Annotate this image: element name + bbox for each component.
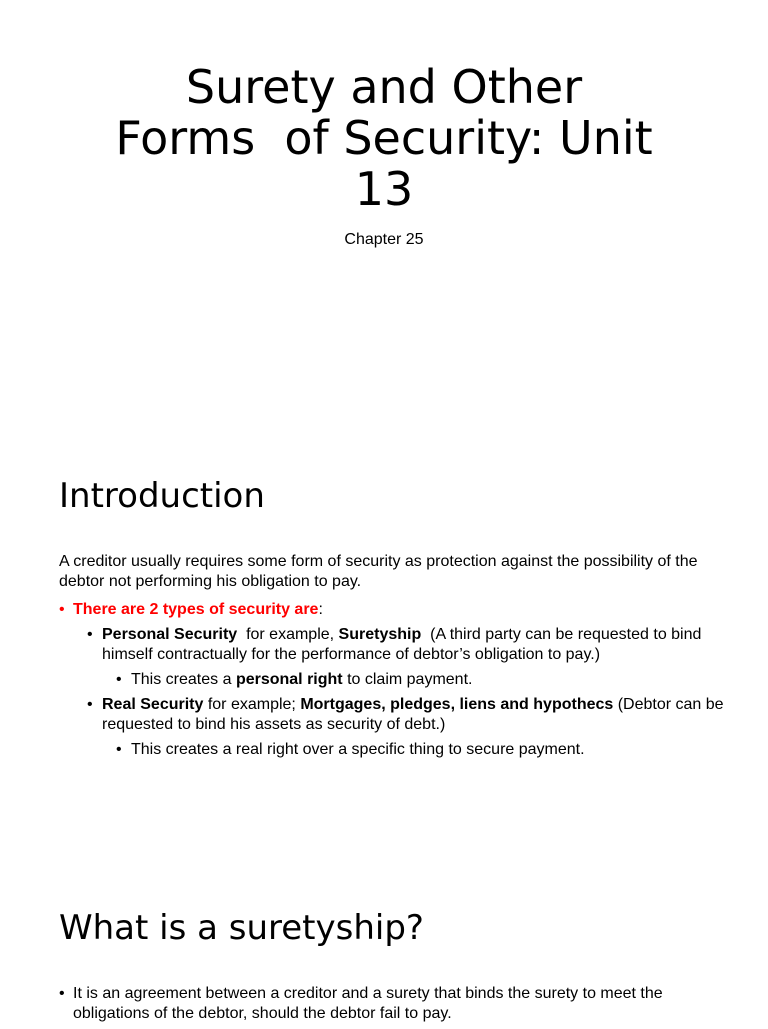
bullet-text: (A third party can be requested to bind himself contractually for the performance of debtor’s obligation to pay.) <box>102 626 706 663</box>
list-item <box>59 740 724 760</box>
list-item <box>59 625 724 665</box>
bullet-text: to claim payment. <box>342 671 473 688</box>
title-line-1: Surety and Other <box>185 60 583 114</box>
bullet-text: This creates a real right over a specific thing to secure payment. <box>131 741 585 758</box>
bullet-text-emphasis: There are 2 types of security are <box>73 601 319 618</box>
slide-title <box>60 62 708 215</box>
list-item <box>59 670 724 690</box>
title-line-3: 13 <box>354 162 414 216</box>
list-item <box>59 984 724 1024</box>
bullet-text: This creates a <box>131 671 236 688</box>
term-suretyship: Suretyship <box>338 626 422 643</box>
title-slide <box>0 0 768 432</box>
bullet-list <box>59 984 724 1029</box>
title-line-2: Forms of Security: Unit <box>115 111 653 165</box>
bullet-icon: • <box>116 741 122 758</box>
intro-paragraph: A creditor usually requires some form of security as protection against the possibility of the debtor not performing his obligation to pay. <box>59 553 698 590</box>
list-item <box>59 600 724 620</box>
slide-heading: What is a suretyship? <box>59 908 424 948</box>
bullet-text: (Debtor can be requested to bind his assets as security of debt.) <box>102 696 729 733</box>
bullet-icon: • <box>59 601 65 618</box>
bullet-text: It is an agreement between a creditor and a surety that binds the surety to meet the obligations of the debtor, should the debtor fail to pay. <box>73 985 663 1022</box>
introduction-slide <box>0 432 768 864</box>
bullet-text: for example; <box>203 696 301 713</box>
list-item <box>59 695 729 735</box>
bullet-text: for example, <box>237 626 339 643</box>
bullet-icon: • <box>87 626 93 643</box>
suretyship-slide <box>0 864 768 1024</box>
bullet-icon: • <box>116 671 122 688</box>
term-personal-right: personal right <box>235 671 343 688</box>
bullet-icon: • <box>87 696 93 713</box>
term-real-security: Real Security <box>102 696 204 713</box>
slide-heading: Introduction <box>59 476 265 516</box>
bullet-list <box>59 600 729 765</box>
term-personal-security: Personal Security <box>102 626 238 643</box>
bullet-text: : <box>318 601 323 618</box>
slide-subtitle: Chapter 25 <box>344 231 424 248</box>
bullet-icon: • <box>59 985 65 1002</box>
term-mortgages: Mortgages, pledges, liens and hypothecs <box>300 696 614 713</box>
